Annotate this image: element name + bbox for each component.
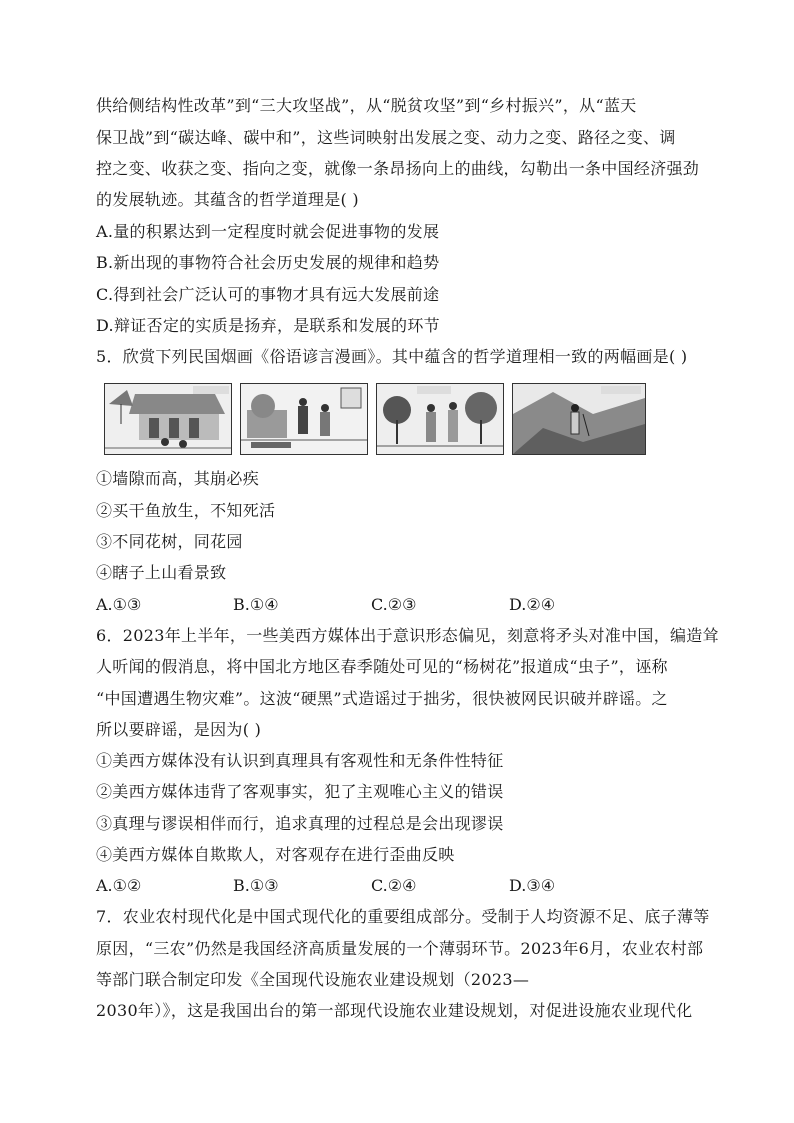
q6-item-3: ③真理与谬误相伴而行，追求真理的过程总是会出现谬误 bbox=[96, 814, 504, 833]
q6-choice-b: B.①③ bbox=[233, 876, 279, 895]
q5-stem: 5．欣赏下列民国烟画《俗语谚言漫画》。其中蕴含的哲学道理相一致的两幅画是( ) bbox=[96, 347, 688, 366]
q5-item-2: ②买干鱼放生，不知死活 bbox=[96, 501, 276, 520]
cigarette-card-picture-3 bbox=[376, 383, 504, 455]
cigarette-card-picture-1 bbox=[104, 383, 232, 455]
q6-choice-a: A.①② bbox=[96, 876, 142, 895]
q7-stem-line-1: 7．农业农村现代化是中国式现代化的重要组成部分。受制于人均资源不足、底子薄等 bbox=[96, 907, 710, 926]
q6-stem-line-1: 6．2023年上半年，一些美西方媒体出于意识形态偏见，刻意将矛头对准中国，编造耸 bbox=[96, 626, 719, 645]
q4-stem-line-1: 供给侧结构性改革”到“三大攻坚战”，从“脱贫攻坚”到“乡村振兴”，从“蓝天 bbox=[96, 96, 637, 115]
q4-stem-line-3: 控之变、收获之变、指向之变，就像一条昂扬向上的曲线，勾勒出一条中国经济强劲 bbox=[96, 159, 700, 178]
q6-choice-c: C.②④ bbox=[371, 876, 417, 895]
q7-stem-line-4: 2030年）》，这是我国出台的第一部现代设施农业建设规划，对促进设施农业现代化 bbox=[96, 1001, 693, 1020]
q4-stem-line-4: 的发展轨迹。其蕴含的哲学道理是( ) bbox=[96, 190, 359, 209]
q6-item-2: ②美西方媒体违背了客观事实，犯了主观唯心主义的错误 bbox=[96, 782, 504, 801]
q5-choice-a: A.①③ bbox=[96, 595, 142, 614]
q5-choice-d: D.②④ bbox=[509, 595, 556, 614]
q4-option-b: B.新出现的事物符合社会历史发展的规律和趋势 bbox=[96, 253, 440, 272]
q5-choice-c: C.②③ bbox=[371, 595, 417, 614]
q4-stem-line-2: 保卫战”到“碳达峰、碳中和”，这些词映射出发展之变、动力之变、路径之变、调 bbox=[96, 128, 676, 147]
q5-item-1: ①墙隙而高，其崩必疾 bbox=[96, 469, 260, 488]
q7-stem-line-3: 等部门联合制定印发《全国现代设施农业建设规划（2023— bbox=[96, 970, 530, 989]
q4-option-a: A.量的积累达到一定程度时就会促进事物的发展 bbox=[96, 222, 440, 241]
q6-item-4: ④美西方媒体自欺欺人，对客观存在进行歪曲反映 bbox=[96, 845, 455, 864]
q4-option-c: C.得到社会广泛认可的事物才具有远大发展前途 bbox=[96, 285, 440, 304]
q6-item-1: ①美西方媒体没有认识到真理具有客观性和无条件性特征 bbox=[96, 751, 504, 770]
q6-stem-line-2: 人听闻的假消息，将中国北方地区春季随处可见的“杨树花”报道成“虫子”，诬称 bbox=[96, 657, 668, 676]
q5-item-3: ③不同花树，同花园 bbox=[96, 532, 243, 551]
q5-item-4: ④瞎子上山看景致 bbox=[96, 563, 227, 582]
q4-option-d: D.辩证否定的实质是扬弃，是联系和发展的环节 bbox=[96, 316, 440, 335]
cigarette-card-picture-2 bbox=[240, 383, 368, 455]
q6-stem-line-4: 所以要辟谣，是因为( ) bbox=[96, 720, 262, 739]
q6-stem-line-3: “中国遭遇生物灾难”。这波“硬黑”式造谣过于拙劣，很快被网民识破并辟谣。之 bbox=[96, 689, 668, 708]
cigarette-card-picture-4 bbox=[512, 383, 646, 455]
q5-choice-b: B.①④ bbox=[233, 595, 279, 614]
q6-choice-d: D.③④ bbox=[509, 876, 556, 895]
q7-stem-line-2: 原因，“三农”仍然是我国经济高质量发展的一个薄弱环节。2023年6月，农业农村部 bbox=[96, 939, 704, 958]
